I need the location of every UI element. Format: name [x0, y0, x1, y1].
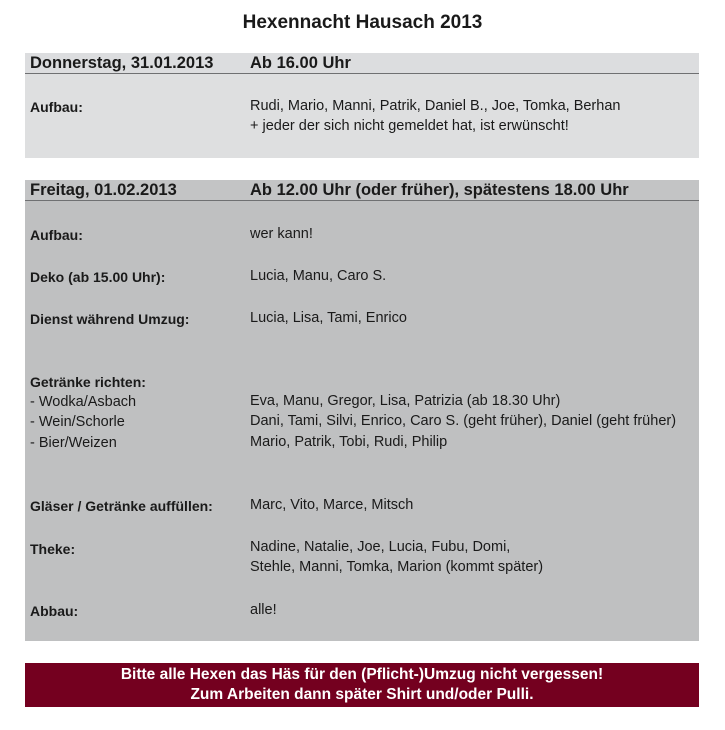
abbau-value: alle! [250, 602, 277, 618]
theke-label: Theke: [30, 541, 76, 557]
day1-date: Donnerstag, 31.01.2013 [30, 54, 214, 72]
deko-value: Lucia, Manu, Caro S. [250, 268, 387, 284]
deko-label: Deko (ab 15.00 Uhr): [30, 269, 166, 285]
day2-time: Ab 12.00 Uhr (oder früher), spätestens 18.00 Uhr [250, 181, 629, 199]
notice-line-2: Zum Arbeiten dann später Shirt und/oder Pulli. [190, 686, 534, 703]
day1-aufbau-value [250, 96, 620, 136]
day2-date: Freitag, 01.02.2013 [30, 181, 177, 199]
aufbau-value: wer kann! [250, 226, 313, 242]
page-title: Hexennacht Hausach 2013 [242, 12, 483, 33]
glaeser-label: Gläser / Getränke auffüllen: [30, 498, 213, 514]
glaeser-value: Marc, Vito, Marce, Mitsch [250, 497, 414, 513]
wein-value: Dani, Tami, Silvi, Enrico, Caro S. (geht früher), Daniel (geht früher) [250, 413, 677, 429]
day2-section [25, 180, 699, 641]
bier-label: - Bier/Weizen [30, 435, 117, 451]
day1-time: Ab 16.00 Uhr [250, 54, 351, 72]
aufbau-label: Aufbau: [30, 227, 83, 243]
day1-section [25, 53, 699, 158]
abbau-label: Abbau: [30, 603, 79, 619]
getraenke-label: Getränke richten: [30, 374, 146, 390]
bier-value: Mario, Patrik, Tobi, Rudi, Philip [250, 434, 448, 450]
dienst-value: Lucia, Lisa, Tami, Enrico [250, 310, 407, 326]
day2-header [25, 180, 699, 201]
dienst-label: Dienst während Umzug: [30, 311, 190, 327]
day1-aufbau-line: Rudi, Mario, Manni, Patrik, Daniel B., Joe, Tomka, Berhan [250, 98, 621, 114]
wodka-value: Eva, Manu, Gregor, Lisa, Patrizia (ab 18.30 Uhr) [250, 393, 561, 409]
wein-label: - Wein/Schorle [30, 414, 125, 430]
notice-line-1: Bitte alle Hexen das Häs für den (Pflicht-)Umzug nicht vergessen! [120, 666, 604, 683]
day1-aufbau-label: Aufbau: [30, 99, 83, 115]
notice-banner [25, 663, 699, 707]
theke-line: Stehle, Manni, Tomka, Marion (kommt später) [250, 559, 544, 575]
wodka-label: - Wodka/Asbach [30, 394, 137, 410]
theke-value [250, 537, 543, 577]
day1-aufbau-line: + jeder der sich nicht gemeldet hat, ist erwünscht! [250, 118, 569, 134]
theke-line: Nadine, Natalie, Joe, Lucia, Fubu, Domi, [250, 539, 511, 555]
day1-header [25, 53, 699, 74]
